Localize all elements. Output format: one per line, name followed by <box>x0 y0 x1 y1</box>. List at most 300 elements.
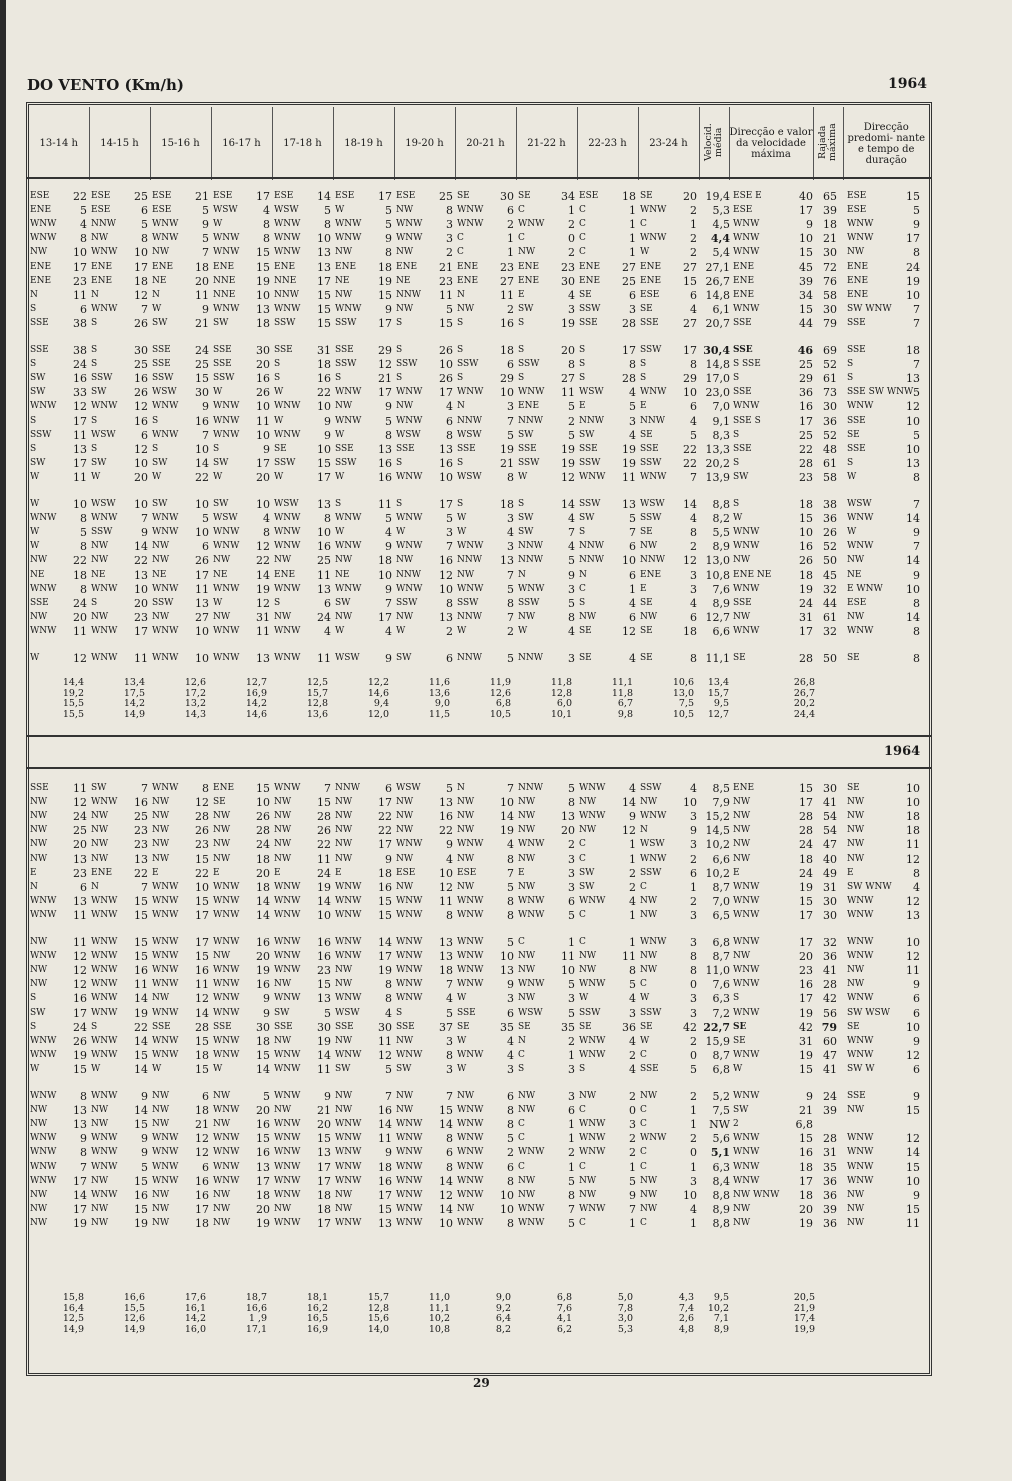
value-cell: 18 <box>799 498 813 511</box>
value-cell: 10 <box>906 288 920 302</box>
direction-cell: WNW <box>396 471 423 482</box>
value-cell: 16 <box>256 978 270 992</box>
summary-value: 9,0 <box>495 1292 511 1303</box>
value-cell: 33 <box>73 386 87 400</box>
summary-value: 17,4 <box>793 1313 815 1324</box>
direction-cell: NW <box>396 797 414 808</box>
value-cell: 17 <box>317 1216 331 1230</box>
direction-cell: WNW <box>213 1175 240 1186</box>
direction-cell: SE <box>274 443 287 454</box>
direction-cell: WNW <box>213 303 240 314</box>
direction-cell: WSW <box>152 387 177 398</box>
value-cell: 15 <box>256 246 270 260</box>
value-cell: 5 <box>141 1160 148 1174</box>
value-cell: 17 <box>799 204 813 218</box>
direction-cell: SSE <box>213 359 232 370</box>
direction-cell: NNW <box>640 415 666 426</box>
direction-cell: W <box>30 653 40 663</box>
direction-cell: NW <box>457 303 475 314</box>
summary-value: 15,5 <box>62 708 84 720</box>
summary-value: 2,6 <box>678 1313 694 1324</box>
value-cell: 32 <box>823 582 837 596</box>
direction-cell: WNW <box>152 1147 179 1158</box>
value-cell: 8 <box>385 428 392 442</box>
direction-cell: NW <box>30 965 48 976</box>
value-cell: 18 <box>378 866 392 880</box>
direction-cell: NW <box>30 797 48 808</box>
value-cell: 15 <box>256 782 270 795</box>
direction-cell: ESE <box>579 191 599 201</box>
direction-cell: SSE <box>274 1021 293 1032</box>
value-cell: 17,0 <box>705 372 730 386</box>
direction-cell: W <box>640 1035 650 1046</box>
direction-cell: NW <box>30 1217 48 1228</box>
direction-cell: WNW <box>396 1049 423 1060</box>
value-cell: 3 <box>629 1118 636 1132</box>
direction-cell: WNW <box>847 1035 874 1046</box>
summary-value: 16,4 <box>62 1302 84 1314</box>
direction-cell: NW <box>335 1091 353 1101</box>
direction-cell: WNW <box>733 909 760 920</box>
value-cell: 26 <box>317 824 331 838</box>
value-cell: 10 <box>134 456 148 470</box>
direction-cell: NNW <box>579 555 605 566</box>
direction-cell: WNW <box>274 429 301 440</box>
direction-cell: W <box>733 1063 743 1074</box>
direction-cell: WNW <box>396 965 423 976</box>
value-cell: 5 <box>568 782 575 795</box>
value-cell: 5 <box>385 414 392 428</box>
value-cell: 8 <box>568 796 575 810</box>
value-cell: 17 <box>378 796 392 810</box>
value-cell: 16 <box>317 936 331 949</box>
value-cell: 16 <box>256 372 270 386</box>
value-cell: 41 <box>823 964 837 978</box>
value-cell: 23 <box>561 260 575 274</box>
table-row <box>29 317 929 331</box>
direction-cell: WNW <box>733 1007 760 1018</box>
value-cell: 3 <box>690 838 697 852</box>
value-cell: 24 <box>317 866 331 880</box>
direction-cell: WNW <box>152 909 179 920</box>
direction-cell: NW <box>518 1175 536 1186</box>
direction-cell: ENE <box>457 261 479 272</box>
direction-cell: WNW <box>579 1035 606 1046</box>
direction-cell: S <box>274 597 281 608</box>
table-row <box>29 992 929 1006</box>
value-cell: 12 <box>906 400 920 414</box>
direction-cell: WNW <box>91 625 118 636</box>
direction-cell: NNW <box>457 611 483 622</box>
value-cell: 19 <box>256 274 270 288</box>
direction-cell: WNW <box>274 653 301 663</box>
direction-cell: ESE <box>152 205 172 216</box>
direction-cell: NW <box>152 1119 170 1130</box>
direction-cell: NW <box>847 965 865 976</box>
value-cell: 0 <box>690 978 697 992</box>
direction-cell: NW <box>30 839 48 850</box>
direction-cell: SE <box>733 1021 747 1032</box>
value-cell: 11 <box>195 288 209 302</box>
value-cell: 3 <box>568 852 575 866</box>
value-cell: 10 <box>906 414 920 428</box>
direction-cell: ESE <box>457 867 477 878</box>
value-cell: 17 <box>317 1174 331 1188</box>
direction-cell: NW <box>640 1203 658 1214</box>
value-cell: 3 <box>690 582 697 596</box>
value-cell: 7 <box>202 246 209 260</box>
value-cell: 44 <box>799 316 813 330</box>
direction-cell: WNW <box>152 1161 179 1172</box>
value-cell: 21 <box>500 456 514 470</box>
value-cell: 16 <box>134 1188 148 1202</box>
summary-value: 11,1 <box>428 1302 450 1314</box>
direction-cell: WNW <box>152 783 179 793</box>
value-cell: 15 <box>799 1062 813 1076</box>
value-cell: 17 <box>906 232 920 246</box>
value-cell: 10 <box>317 908 331 922</box>
direction-cell: NW <box>152 1217 170 1228</box>
value-cell: 1 <box>507 232 514 246</box>
value-cell: 10 <box>799 526 813 540</box>
value-cell: 3 <box>690 936 697 949</box>
value-cell: 4 <box>629 596 636 610</box>
value-cell: 6 <box>690 610 697 624</box>
value-cell: 26 <box>823 526 837 540</box>
direction-cell: WNW <box>91 1133 118 1144</box>
value-cell: 3 <box>507 992 514 1006</box>
direction-cell: SSE <box>30 783 49 793</box>
value-cell: 24 <box>823 1090 837 1103</box>
direction-cell: SSE <box>518 443 537 454</box>
value-cell: 15,2 <box>705 810 730 824</box>
direction-cell: ESE <box>335 191 355 201</box>
value-cell: 10 <box>134 582 148 596</box>
value-cell: 45 <box>823 568 837 582</box>
value-cell: 17 <box>134 260 148 274</box>
value-cell: 8 <box>568 610 575 624</box>
direction-cell: ENE <box>518 261 540 272</box>
value-cell: 12 <box>195 796 209 810</box>
value-cell: 12 <box>195 1146 209 1160</box>
direction-cell: NW <box>91 541 109 552</box>
value-cell: 2 <box>507 218 514 232</box>
direction-cell: SSE <box>213 1021 232 1032</box>
table-row <box>29 1189 929 1203</box>
value-cell: 18 <box>622 190 636 203</box>
direction-cell: WNW <box>396 839 423 850</box>
direction-cell: NW <box>579 825 597 836</box>
value-cell: 5 <box>202 512 209 526</box>
value-cell: 17 <box>378 950 392 964</box>
value-cell: 23 <box>195 838 209 852</box>
value-cell: 19 <box>317 880 331 894</box>
direction-cell: WNW <box>457 387 484 398</box>
direction-cell: NW <box>733 951 751 962</box>
value-cell: 9 <box>806 1090 813 1103</box>
value-cell: 13 <box>378 1216 392 1230</box>
direction-cell: SW <box>30 373 46 384</box>
value-cell: 16 <box>799 540 813 554</box>
direction-cell: WNW <box>733 895 760 906</box>
value-cell: 10 <box>317 442 331 456</box>
value-cell: 6 <box>629 288 636 302</box>
direction-cell: NW <box>335 825 353 836</box>
direction-cell: WNW <box>396 1147 423 1158</box>
table-row <box>29 782 929 796</box>
table-row <box>29 1035 929 1049</box>
value-cell: 2 <box>568 246 575 260</box>
direction-cell: NW <box>518 951 536 962</box>
direction-cell: WSW <box>396 429 421 440</box>
direction-cell: WNW <box>335 583 362 594</box>
table-row <box>29 554 929 568</box>
direction-cell: W <box>213 471 223 482</box>
direction-cell: NW WNW <box>733 1189 780 1200</box>
summary-value: 11,5 <box>428 708 450 720</box>
value-cell: 1 <box>568 936 575 949</box>
value-cell: 14 <box>134 992 148 1006</box>
value-cell: 21 <box>823 232 837 246</box>
value-cell: 2 <box>629 880 636 894</box>
value-cell: 30 <box>256 344 270 357</box>
value-cell: 5 <box>446 512 453 526</box>
value-cell: 6 <box>913 1062 920 1076</box>
direction-cell: ENE <box>335 261 357 272</box>
direction-cell: SSE <box>640 1063 659 1074</box>
value-cell: 4 <box>568 288 575 302</box>
table-row <box>29 190 929 204</box>
value-cell: 24 <box>256 838 270 852</box>
direction-cell: S <box>91 345 98 355</box>
value-cell: 46 <box>797 344 813 357</box>
value-cell: 7 <box>202 428 209 442</box>
direction-cell: WNW <box>457 839 484 850</box>
direction-cell: WNW <box>733 527 760 538</box>
value-cell: 6 <box>446 1146 453 1160</box>
direction-cell: SE <box>640 527 653 538</box>
value-cell: 21 <box>195 1118 209 1132</box>
value-cell: 17 <box>799 908 813 922</box>
direction-cell: ENE <box>213 261 235 272</box>
direction-cell: WSW <box>274 499 299 509</box>
value-cell: 20 <box>195 274 209 288</box>
direction-cell: WNW <box>274 965 301 976</box>
value-cell: 6,3 <box>712 992 730 1006</box>
value-cell: 3 <box>568 880 575 894</box>
value-cell: 4 <box>385 624 392 638</box>
direction-cell: NW <box>335 797 353 808</box>
value-cell: 31 <box>256 610 270 624</box>
direction-cell: C <box>518 233 525 244</box>
direction-cell: WNW <box>396 583 423 594</box>
value-cell: 15 <box>799 782 813 795</box>
direction-cell: NW <box>274 811 292 822</box>
value-cell: 15 <box>378 894 392 908</box>
value-cell: 10 <box>134 246 148 260</box>
summary-value: 12,6 <box>123 1313 145 1324</box>
value-cell: 17 <box>317 1160 331 1174</box>
direction-cell: WNW <box>152 1007 179 1018</box>
direction-cell: WSW <box>847 499 872 509</box>
direction-cell: WNW <box>91 1161 118 1172</box>
value-cell: 11 <box>439 894 453 908</box>
value-cell: 1 <box>629 582 636 596</box>
table-row <box>29 429 929 443</box>
direction-cell: C <box>518 1133 525 1144</box>
direction-cell: WNW <box>30 1049 57 1060</box>
direction-cell: NW <box>30 1105 48 1116</box>
value-cell: 6,6 <box>712 852 730 866</box>
value-cell: 18 <box>799 1188 813 1202</box>
direction-cell: SE <box>640 303 653 314</box>
value-cell: 12 <box>378 1048 392 1062</box>
value-cell: 7,6 <box>712 582 730 596</box>
value-cell: 5 <box>446 1006 453 1020</box>
second-block-year: 1964 <box>884 744 921 759</box>
value-cell: 65 <box>823 190 837 203</box>
direction-cell: S <box>457 457 464 468</box>
value-cell: 30 <box>256 1020 270 1034</box>
value-cell: 15 <box>378 908 392 922</box>
direction-cell: WNW <box>213 895 240 906</box>
value-cell: 1 <box>690 880 697 894</box>
direction-cell: ENE <box>457 275 479 286</box>
value-cell: 3 <box>568 866 575 880</box>
direction-cell: WNW <box>733 1133 760 1144</box>
summary-value: 12,8 <box>306 698 328 709</box>
direction-cell: SSW <box>335 317 357 328</box>
value-cell: 19 <box>73 1048 87 1062</box>
value-cell: 8 <box>507 596 514 610</box>
value-cell: 3 <box>446 526 453 540</box>
value-cell: 24 <box>73 810 87 824</box>
value-cell: 13 <box>195 596 209 610</box>
direction-cell: WNW <box>152 625 179 636</box>
value-cell: 10 <box>683 1188 697 1202</box>
direction-cell: WNW <box>457 979 484 990</box>
value-cell: 7 <box>913 498 920 511</box>
value-cell: 16 <box>378 470 392 484</box>
value-cell: 16 <box>378 456 392 470</box>
value-cell: 30 <box>317 1020 331 1034</box>
summary-value: 13,6 <box>306 708 328 720</box>
summary-value: 12,5 <box>306 677 328 688</box>
value-cell: 4 <box>629 1034 636 1048</box>
direction-cell: WNW <box>335 993 362 1004</box>
value-cell: 1 <box>568 1048 575 1062</box>
value-cell: 24 <box>799 838 813 852</box>
value-cell: 8,7 <box>712 880 730 894</box>
summary-value: 5,3 <box>617 1323 633 1335</box>
direction-cell: SSE S <box>733 415 761 426</box>
direction-cell: WNW <box>396 1119 423 1130</box>
value-cell: 6 <box>568 894 575 908</box>
table-row <box>29 810 929 824</box>
direction-cell: NW <box>396 555 414 566</box>
value-cell: 13,9 <box>705 470 730 484</box>
direction-cell: NW <box>457 1203 475 1214</box>
value-cell: 16 <box>195 414 209 428</box>
value-cell: 11 <box>906 964 920 978</box>
direction-cell: SSE <box>457 1007 476 1018</box>
direction-cell: NW <box>335 401 353 412</box>
table-row <box>29 526 929 540</box>
value-cell: 18 <box>906 810 920 824</box>
value-cell: 8 <box>80 512 87 526</box>
direction-cell: NW <box>30 1203 48 1214</box>
direction-cell: WNW <box>274 951 301 962</box>
value-cell: 30 <box>378 1020 392 1034</box>
value-cell: 8 <box>80 540 87 554</box>
direction-cell: SE <box>640 597 653 608</box>
direction-cell: WNW <box>733 233 760 244</box>
value-cell: 50 <box>823 554 837 568</box>
value-cell: 19 <box>378 274 392 288</box>
value-cell: 3 <box>446 232 453 246</box>
direction-cell: S <box>847 457 854 468</box>
direction-cell: WNW <box>91 979 118 990</box>
direction-cell: WNW <box>213 415 240 426</box>
table-row <box>29 1217 929 1231</box>
value-cell: 5 <box>385 204 392 218</box>
value-cell: 17 <box>73 1006 87 1020</box>
value-cell: 5 <box>507 652 514 665</box>
table-row <box>29 796 929 810</box>
value-cell: 18 <box>378 1160 392 1174</box>
value-cell: 18 <box>799 852 813 866</box>
direction-cell: NW <box>733 853 751 864</box>
value-cell: 0 <box>690 1048 697 1062</box>
table-row <box>29 246 929 260</box>
direction-cell: SSW <box>274 457 296 468</box>
value-cell: 4 <box>446 852 453 866</box>
value-cell: 6 <box>507 204 514 218</box>
page-year: 1964 <box>888 76 927 92</box>
value-cell: 19 <box>561 442 575 456</box>
value-cell: 16 <box>195 1188 209 1202</box>
value-cell: 3 <box>446 1034 453 1048</box>
direction-cell: WNW <box>213 1035 240 1046</box>
value-cell: 27 <box>683 260 697 274</box>
value-cell: 7 <box>507 866 514 880</box>
value-cell: 47 <box>823 838 837 852</box>
value-cell: 16 <box>317 950 331 964</box>
direction-cell: NW <box>335 1105 353 1116</box>
direction-cell: WNW <box>152 219 179 230</box>
value-cell: 5,6 <box>712 1132 730 1146</box>
value-cell: 20 <box>73 838 87 852</box>
value-cell: 18 <box>906 344 920 357</box>
direction-cell: WNW <box>274 909 301 920</box>
direction-cell: NW <box>457 1091 475 1101</box>
direction-cell: WNW <box>91 653 118 663</box>
value-cell: 8 <box>690 358 697 372</box>
direction-cell: WNW <box>274 583 301 594</box>
summary-value: 13,4 <box>123 677 145 688</box>
direction-cell: WNW <box>152 401 179 412</box>
value-cell: 11 <box>378 498 392 511</box>
direction-cell: NW <box>518 825 536 836</box>
value-cell: 25 <box>799 428 813 442</box>
value-cell: 12 <box>378 358 392 372</box>
table-row <box>29 652 929 666</box>
value-cell: 8 <box>446 596 453 610</box>
block-separator-rule <box>26 735 932 737</box>
value-cell: 31 <box>823 1146 837 1160</box>
value-cell: 39 <box>799 274 813 288</box>
direction-cell: S <box>733 373 740 384</box>
